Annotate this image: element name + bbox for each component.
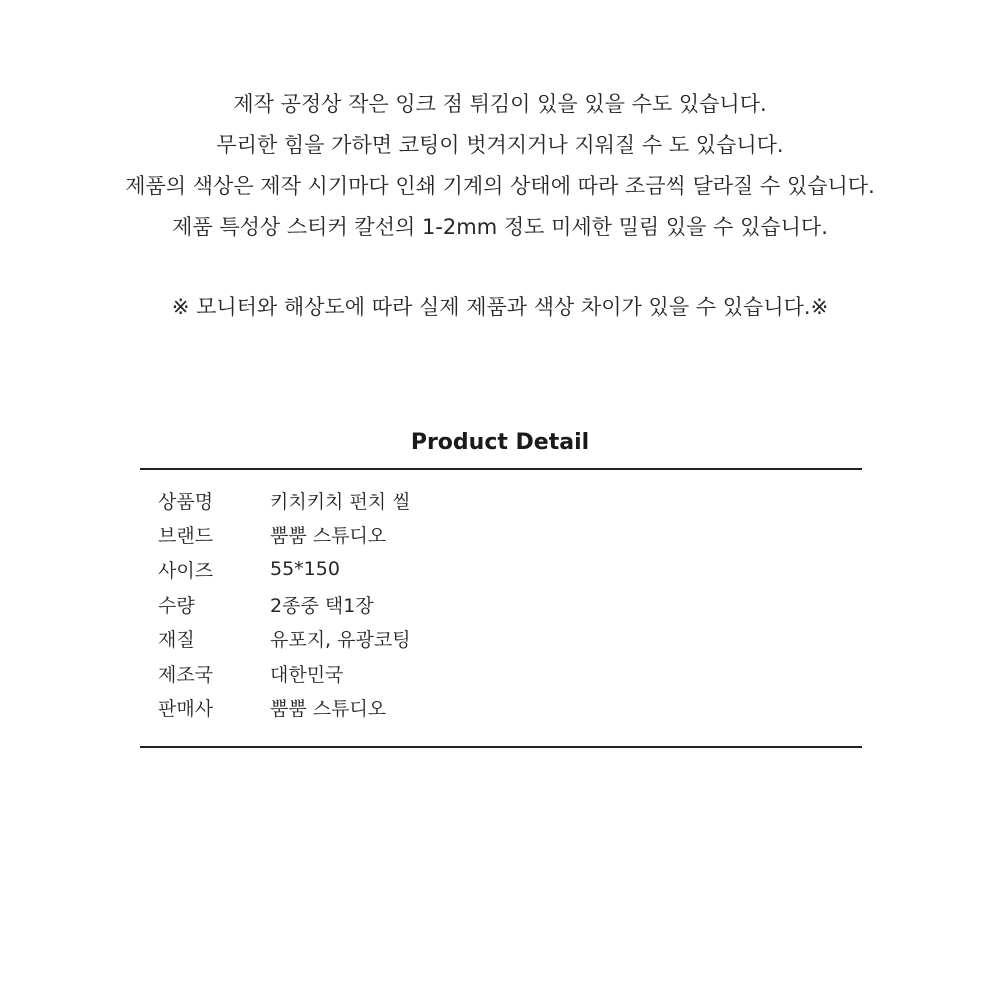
spec-key: 제조국	[158, 663, 214, 686]
spec-key: 재질	[158, 629, 195, 652]
spec-key: 사이즈	[158, 559, 214, 582]
spec-value: 대한민국	[270, 663, 344, 686]
notice-line: 제품 특성상 스티커 칼선의 1-2mm 정도 미세한 밀림 있을 수 있습니다.	[172, 215, 828, 239]
notice-line: 제작 공정상 작은 잉크 점 튀김이 있을 있을 수도 있습니다.	[233, 92, 767, 116]
spec-value: 55*150	[270, 558, 340, 581]
spec-key: 브랜드	[158, 525, 214, 548]
spec-value: 뿜뿜 스튜디오	[270, 525, 387, 548]
spec-row-size	[158, 552, 858, 587]
spec-row-seller	[158, 691, 858, 726]
spec-row-quantity	[158, 587, 858, 622]
notice-line: 무리한 힘을 가하면 코팅이 벗겨지거나 지워질 수 도 있습니다.	[216, 133, 784, 157]
spec-key: 수량	[158, 594, 195, 617]
product-detail-title: Product Detail	[410, 430, 590, 455]
spec-value: 2종중 택1장	[270, 594, 374, 617]
spec-key: 상품명	[158, 490, 214, 513]
spec-row-country	[158, 656, 858, 691]
product-spec-table	[158, 483, 858, 725]
notice-block	[0, 84, 1000, 248]
monitor-color-footnote: ※ 모니터와 해상도에 따라 실제 제품과 색상 차이가 있을 수 있습니다.※	[171, 295, 829, 319]
spec-value: 유포지, 유광코팅	[270, 629, 411, 652]
spec-row-material	[158, 621, 858, 656]
spec-value: 뿜뿜 스튜디오	[270, 698, 387, 721]
spec-key: 판매사	[158, 698, 214, 721]
notice-line: 제품의 색상은 제작 시기마다 인쇄 기계의 상태에 따라 조금씩 달라질 수 있습니다.	[125, 174, 875, 198]
spec-row-product-name	[158, 483, 858, 518]
table-bottom-divider	[140, 746, 862, 748]
table-top-divider	[140, 468, 862, 470]
spec-value: 키치키치 펀치 씰	[270, 490, 411, 513]
spec-row-brand	[158, 518, 858, 553]
